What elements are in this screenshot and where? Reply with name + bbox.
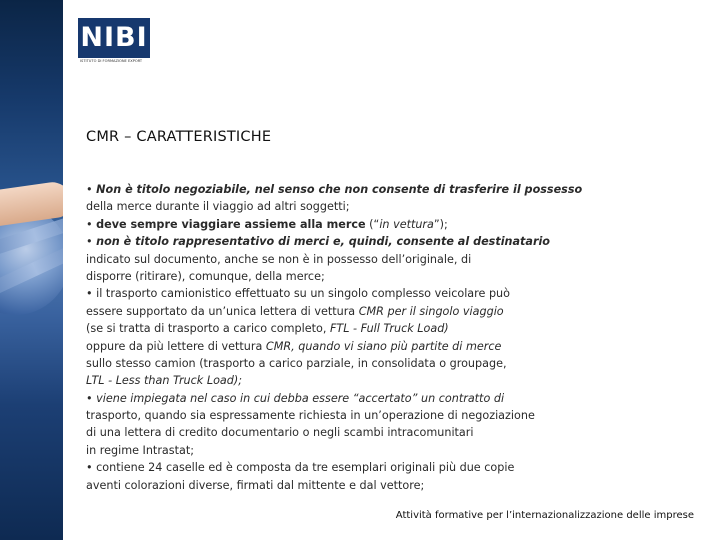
body-line [86,442,686,459]
text-run: disporre (ritirare), comunque, della merce; [86,269,325,283]
body-line [86,285,686,302]
side-decorative-image [0,0,63,540]
body-line [86,268,686,285]
text-run: (“ [365,217,380,231]
text-run: LTL - Less than Truck Load); [86,374,243,388]
body-line [86,198,686,215]
body-line [86,181,686,198]
text-run: CMR per il singolo viaggio [358,304,504,318]
text-run: non è titolo rappresentativo di merci e, quindi, consente al destinatario [96,235,550,249]
text-run: (se si tratta di trasporto a carico completo, [86,322,330,336]
text-run: ”); [433,217,448,231]
text-run: CMR, quando vi siano più partite di merce [265,339,502,353]
text-run: sullo stesso camion (trasporto a carico parziale, in consolidata o groupage, [86,356,507,370]
text-run: • contiene 24 caselle ed è composta da tre esemplari originali più due copie [86,461,515,475]
hand-graphic [0,180,63,227]
text-run: • [86,391,97,405]
body-line [86,338,686,355]
text-run: in regime Intrastat; [86,443,194,457]
body-line [86,390,686,407]
text-run: • [86,217,97,231]
body-line [86,372,686,389]
body-line [86,216,686,233]
text-run: indicato sul documento, anche se non è in possesso dell’originale, di [86,252,472,266]
text-run: essere supportato da un’unica lettera di vettura [86,304,359,318]
body-line [86,355,686,372]
text-run: in vettura [379,217,434,231]
slide-title: CMR – CARATTERISTICHE [86,129,272,145]
text-run: deve sempre viaggiare assieme alla merce [96,217,366,231]
nibi-logo: NIBI [78,18,150,58]
text-run: oppure da più lettere di vettura [86,339,266,353]
text-run: di una lettera di credito documentario o negli scambi intracomunitari [86,426,474,440]
body-line [86,407,686,424]
text-run: • il trasporto camionistico effettuato su un singolo complesso veicolare può [86,287,510,301]
slide-body [86,181,686,494]
logo-subtitle: ISTITUTO DI FORMAZIONE EXPORT [80,59,143,63]
text-run: trasporto, quando sia espressamente richiesta in un’operazione di negoziazione [86,409,535,423]
body-line [86,424,686,441]
text-run: aventi colorazioni diverse, firmati dal mittente e dal vettore; [86,478,425,492]
text-run: Non è titolo negoziabile, nel senso che non consente di trasferire il possesso [96,183,583,196]
text-run: • [86,235,97,249]
body-line [86,459,686,476]
text-run: viene impiegata nel caso in cui debba essere “accertato” un contratto di [96,391,505,405]
body-line [86,251,686,268]
body-line [86,320,686,337]
text-run: • [86,183,97,196]
body-line [86,477,686,494]
body-line [86,233,686,250]
body-line [86,303,686,320]
text-run: FTL - Full Truck Load) [329,322,449,336]
footer-text: Attività formative per l’internazionalizzazione delle imprese [395,510,694,521]
text-run: della merce durante il viaggio ad altri soggetti; [86,200,350,214]
